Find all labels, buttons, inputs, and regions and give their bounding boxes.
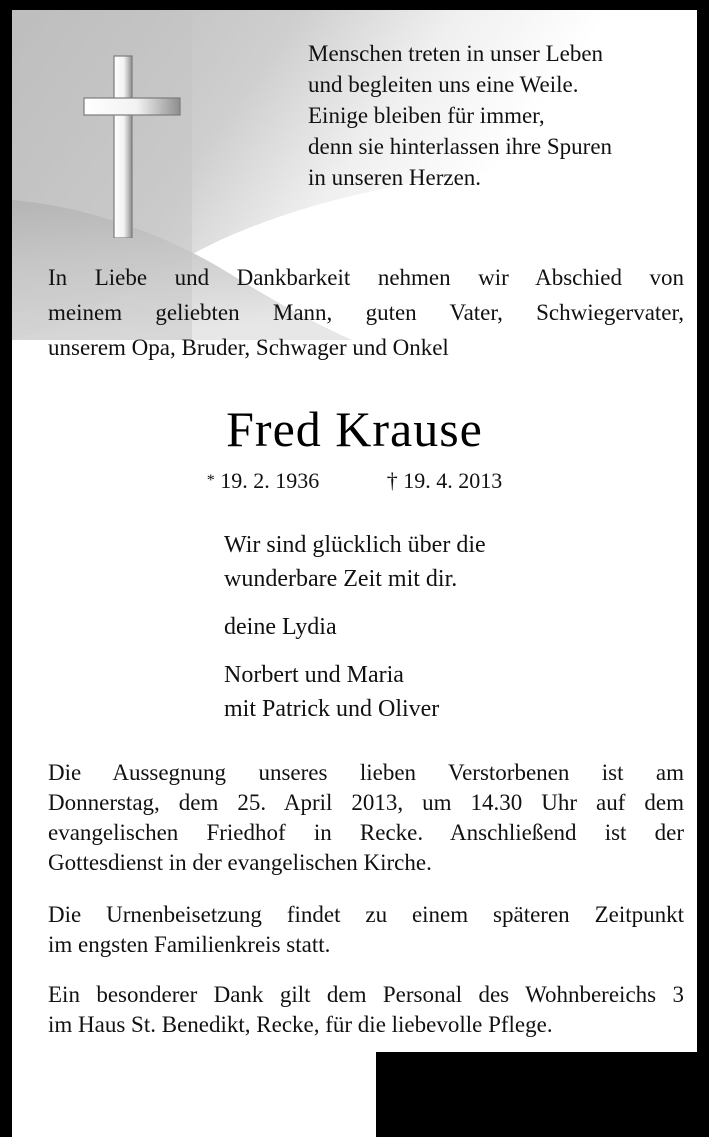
notice-line: Gottesdienst in der evangelischen Kirche. <box>48 850 432 875</box>
family-group <box>224 610 654 644</box>
family-line: wunderbare Zeit mit dir. <box>224 566 458 592</box>
intro-paragraph <box>48 260 684 365</box>
cross-icon <box>72 48 202 238</box>
poem-block <box>308 38 688 193</box>
birth-date-group <box>207 468 325 493</box>
poem-line: denn sie hinterlassen ihre Spuren <box>308 134 613 159</box>
intro-line: In Liebe und Dankbarkeit nehmen wir Abschied von <box>48 265 684 290</box>
poem-line: und begleiten uns eine Weile. <box>308 72 579 97</box>
notice-line: Ein besonderer Dank gilt dem Personal des Wohnbereichs 3 <box>48 982 684 1007</box>
notice-line: Die Urnenbeisetzung findet zu einem späteren Zeitpunkt <box>48 902 684 927</box>
notice-line: im Haus St. Benedikt, Recke, für die liebevolle Pflege. <box>48 1012 553 1037</box>
deceased-name: Fred Krause <box>226 401 483 457</box>
service-notice <box>48 758 684 878</box>
death-date-group <box>387 468 503 493</box>
poem-line: in unseren Herzen. <box>308 165 482 190</box>
bottom-left-edge <box>0 1052 12 1137</box>
family-line: mit Patrick und Oliver <box>224 696 440 722</box>
notice-line: Donnerstag, dem 25. April 2013, um 14.30 Uhr auf dem <box>48 790 684 815</box>
family-line: deine Lydia <box>224 614 337 640</box>
notice-line: evangelischen Friedhof in Recke. Anschließend ist der <box>48 820 684 845</box>
family-block <box>224 528 654 726</box>
family-group <box>224 528 654 596</box>
family-group <box>224 658 654 726</box>
bottom-white-notch <box>0 1052 376 1137</box>
death-date: 19. 4. 2013 <box>403 468 503 493</box>
family-line: Wir sind glücklich über die <box>224 532 486 558</box>
birth-date: 19. 2. 1936 <box>220 468 320 493</box>
intro-line: unserem Opa, Bruder, Schwager und Onkel <box>48 335 449 360</box>
death-symbol-icon: † <box>386 468 398 493</box>
birth-symbol-icon: * <box>206 472 215 489</box>
poem-line: Menschen treten in unser Leben <box>308 41 604 66</box>
family-line: Norbert und Maria <box>224 662 404 688</box>
intro-line: meinem geliebten Mann, guten Vater, Schwiegervater, <box>48 300 684 325</box>
burial-notice <box>48 900 684 960</box>
poem-line: Einige bleiben für immer, <box>308 103 545 128</box>
life-dates <box>12 468 697 494</box>
thanks-notice <box>48 980 684 1040</box>
notice-line: im engsten Familienkreis statt. <box>48 932 331 957</box>
notice-line: Die Aussegnung unseres lieben Verstorbenen ist am <box>48 760 684 785</box>
obituary-card <box>12 10 697 1052</box>
